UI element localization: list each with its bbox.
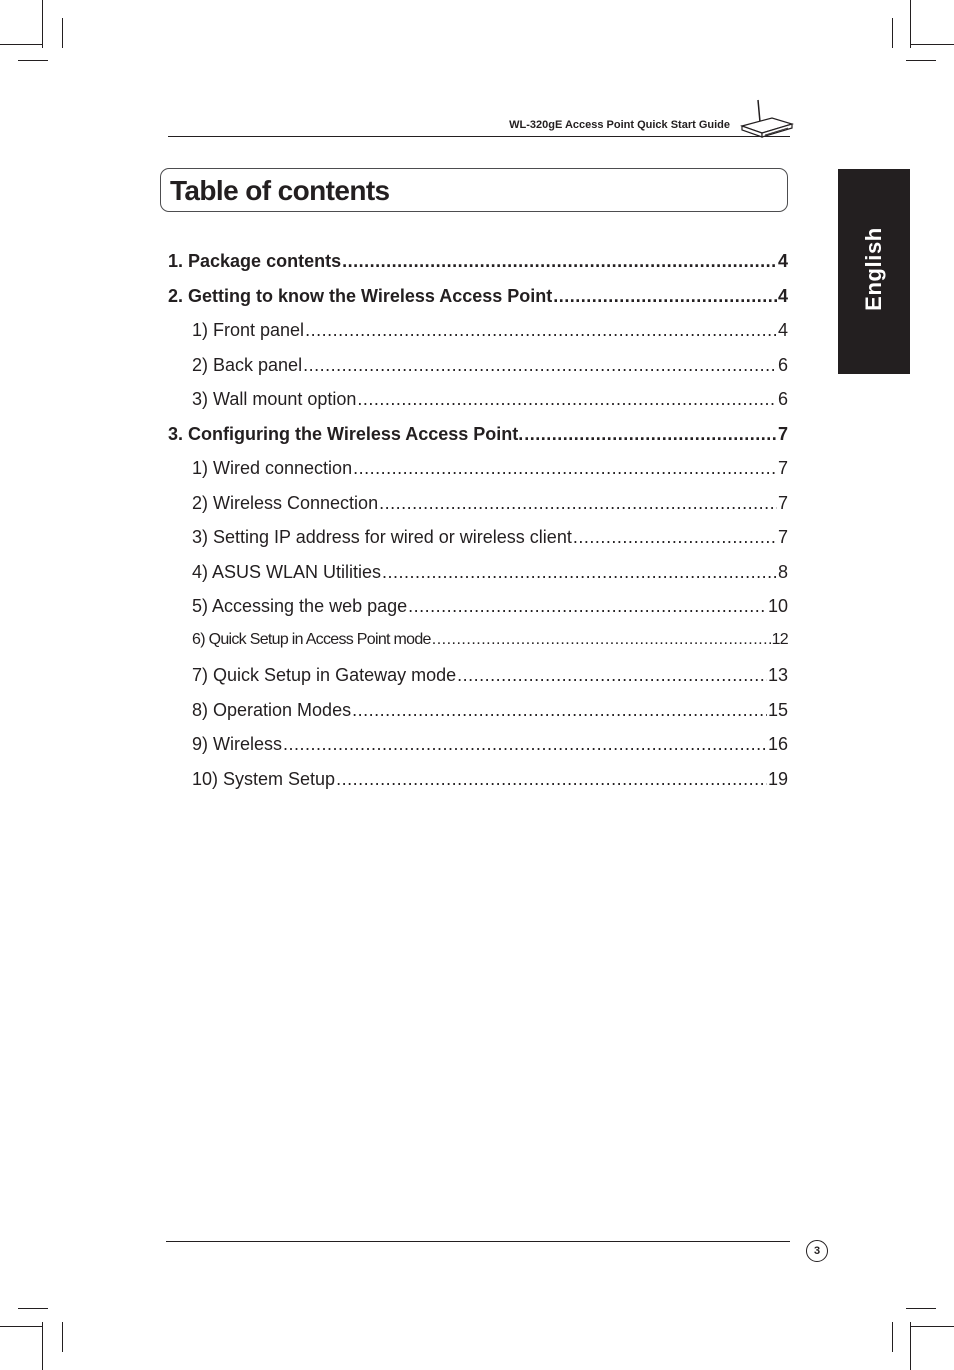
toc-entry[interactable] [192, 493, 788, 517]
toc-entry[interactable] [192, 562, 788, 586]
toc-leader [357, 389, 777, 410]
toc-entry-label: 10) System Setup [192, 769, 336, 789]
toc-leader [457, 665, 767, 686]
toc-entry-label: 6) Quick Setup in Access Point mode [192, 631, 431, 648]
toc-leader [353, 458, 777, 479]
toc-entry[interactable] [168, 424, 788, 448]
toc-leader [303, 355, 777, 376]
toc-entry-label: 2) Back panel [192, 355, 303, 375]
toc-entry[interactable] [192, 527, 788, 551]
toc-leader [379, 493, 777, 514]
toc-entry[interactable] [192, 596, 788, 620]
toc-entry-label: 8) Operation Modes [192, 700, 352, 720]
toc-entry-page: 13 [767, 665, 788, 685]
toc-leader [283, 734, 767, 755]
toc-leader [408, 596, 767, 617]
toc-entry-page: 16 [767, 734, 788, 754]
toc-entry-page: 4 [777, 251, 788, 271]
toc-leader [342, 251, 777, 272]
toc-entry-label: 2. Getting to know the Wireless Access Point [168, 286, 553, 306]
toc-entry[interactable] [168, 286, 788, 310]
header-title: WL-320gE Access Point Quick Start Guide [509, 119, 730, 131]
toc-entry[interactable] [192, 769, 788, 793]
toc-leader [432, 631, 771, 649]
toc-entry-label: 4) ASUS WLAN Utilities [192, 562, 382, 582]
toc-entry-label: 7) Quick Setup in Gateway mode [192, 665, 457, 685]
toc-leader [305, 320, 777, 341]
toc-entry-label: 5) Accessing the web page [192, 596, 408, 616]
page-number: 3 [806, 1240, 828, 1262]
toc-entry-page: 4 [777, 320, 788, 340]
toc-entry-label: 3) Wall mount option [192, 389, 357, 409]
toc-entry-label: 3) Setting IP address for wired or wireless client [192, 527, 572, 547]
page-title: Table of contents [170, 175, 390, 206]
toc-entry[interactable] [192, 320, 788, 344]
toc-entry[interactable] [192, 700, 788, 724]
toc-entry-page: 7 [777, 493, 788, 513]
footer-rule [166, 1241, 790, 1242]
toc-leader [573, 527, 777, 548]
toc-leader [382, 562, 777, 583]
toc-entry[interactable] [192, 389, 788, 413]
toc-entry[interactable] [192, 631, 788, 655]
toc-entry[interactable] [192, 734, 788, 758]
toc-entry-label: 9) Wireless [192, 734, 283, 754]
toc-entry-page: 7 [777, 424, 788, 444]
toc-entry-label: 1) Front panel [192, 320, 305, 340]
toc-entry[interactable] [168, 251, 788, 275]
toc-entry-page: 7 [777, 527, 788, 547]
toc-leader [524, 424, 777, 445]
toc-entry-label: 1. Package contents [168, 251, 342, 271]
toc-entry-page: 15 [767, 700, 788, 720]
toc-entry[interactable] [192, 458, 788, 482]
language-tab-label: English [861, 227, 886, 311]
toc-entry-label: 2) Wireless Connection [192, 493, 379, 513]
toc-entry-page: 12 [771, 631, 788, 648]
toc-entry-page: 7 [777, 458, 788, 478]
toc-entry-page: 8 [777, 562, 788, 582]
toc-leader [352, 700, 767, 721]
toc-leader [553, 286, 777, 307]
toc-entry-page: 10 [767, 596, 788, 616]
toc-entry-page: 19 [767, 769, 788, 789]
toc-entry-page: 6 [777, 389, 788, 409]
toc-entry-page: 4 [777, 286, 788, 306]
toc-leader [336, 769, 767, 790]
toc-entry-page: 6 [777, 355, 788, 375]
toc-entry-label: 1) Wired connection [192, 458, 353, 478]
toc-entry[interactable] [192, 665, 788, 689]
toc-entry-label: 3. Configuring the Wireless Access Point. [168, 424, 524, 444]
toc-entry[interactable] [192, 355, 788, 379]
